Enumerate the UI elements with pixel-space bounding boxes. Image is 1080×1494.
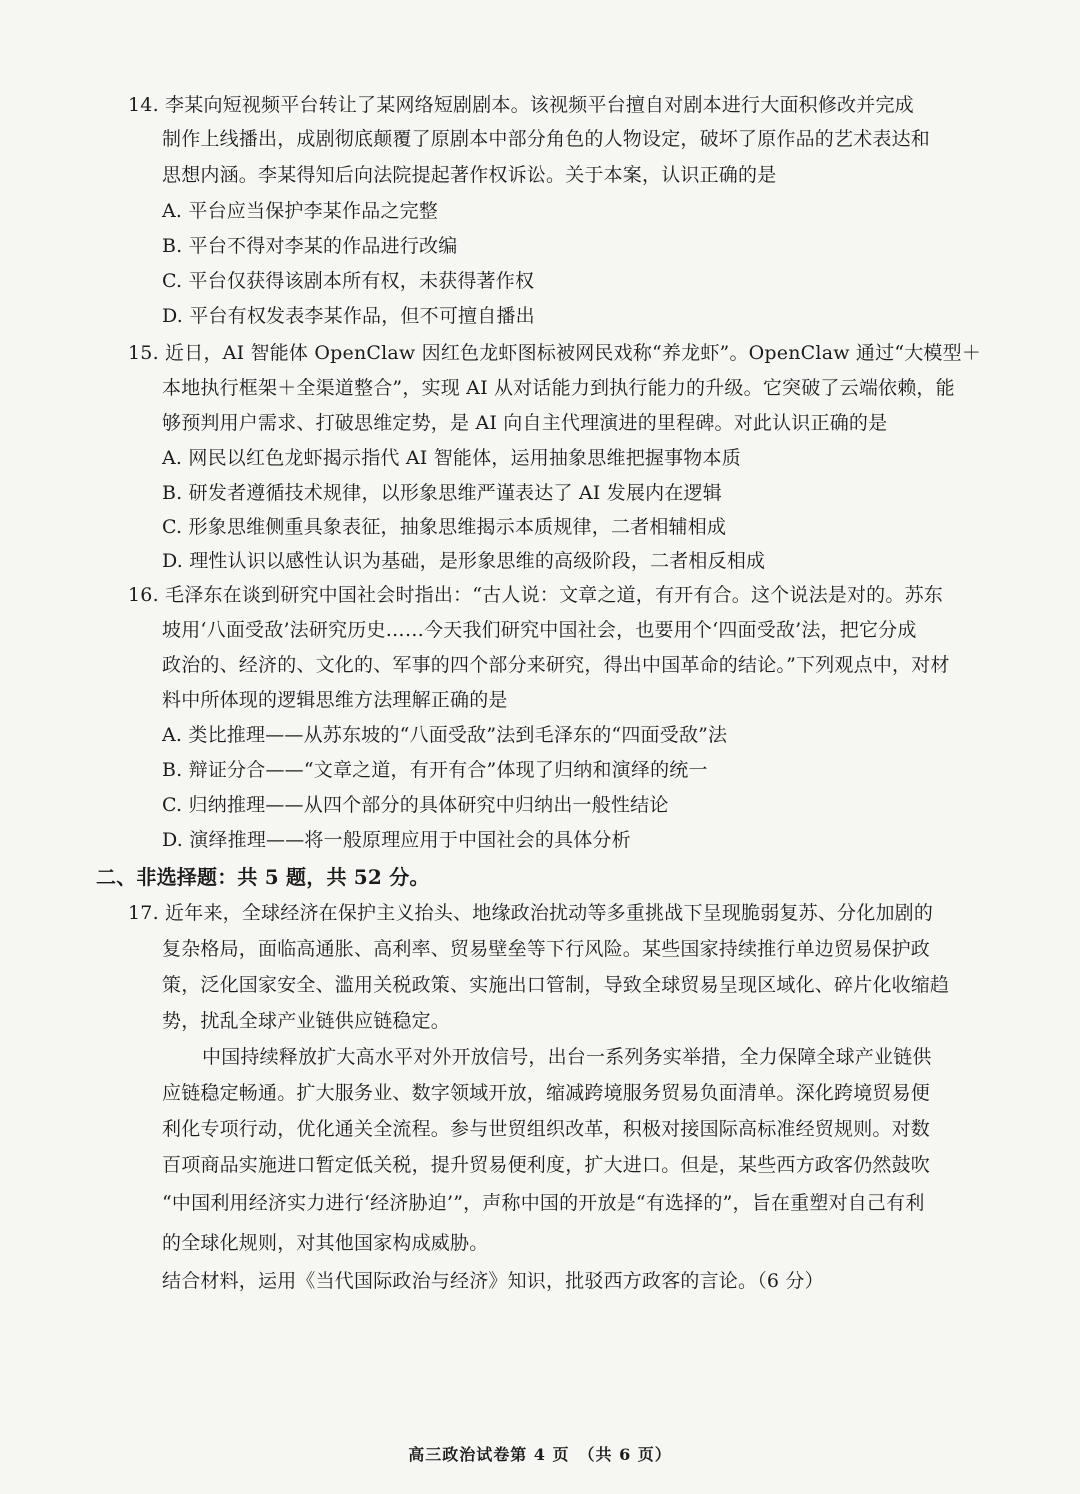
q14-stem-line-2: 制作上线播出，成剧彻底颠覆了原剧本中部分角色的人物设定，破坏了原作品的艺术表达和 xyxy=(162,128,931,150)
q17-para2-line-2: 应链稳定畅通。扩大服务业、数字领域开放，缩减跨境服务贸易负面清单。深化跨境贸易便 xyxy=(162,1082,931,1104)
q16-option-a: A. 类比推理——从苏东坡的“八面受敌”法到毛泽东的“四面受敌”法 xyxy=(162,724,728,746)
q14-option-c: C. 平台仅获得该剧本所有权，未获得著作权 xyxy=(162,270,535,292)
q17-task: 结合材料，运用《当代国际政治与经济》知识，批驳西方政客的言论。（6 分） xyxy=(162,1270,824,1292)
q15-option-c: C. 形象思维侧重具象表征，抽象思维揭示本质规律，二者相辅相成 xyxy=(162,516,727,538)
q17-para2-line-1: 中国持续释放扩大高水平对外开放信号，出台一系列务实举措，全力保障全球产业链供 xyxy=(202,1046,932,1068)
q15-stem-line-1: 15. 近日，AI 智能体 OpenClaw 因红色龙虾图标被网民戏称“养龙虾”。OpenClaw 通过“大模型＋ xyxy=(128,342,982,364)
q17-para2-line-6: 的全球化规则，对其他国家构成威胁。 xyxy=(162,1232,489,1254)
q15-option-a: A. 网民以红色龙虾揭示指代 AI 智能体，运用抽象思维把握事物本质 xyxy=(162,447,741,469)
q15-option-d: D. 理性认识以感性认识为基础，是形象思维的高级阶段，二者相反相成 xyxy=(162,550,766,572)
q15-stem-line-3: 够预判用户需求、打破思维定势，是 AI 向自主代理演进的里程碑。对此认识正确的是 xyxy=(162,412,888,434)
q16-stem-line-2: 坡用‘八面受敌’法研究历史……今天我们研究中国社会，也要用个‘四面受敌’法，把它分成 xyxy=(162,619,917,641)
q17-para2-line-3: 利化专项行动，优化通关全流程。参与世贸组织改革，积极对接国际高标准经贸规则。对数 xyxy=(162,1118,931,1140)
q17-para1-line-2: 复杂格局，面临高通胀、高利率、贸易壁垒等下行风险。某些国家持续推行单边贸易保护政 xyxy=(162,938,931,960)
q14-option-b: B. 平台不得对李某的作品进行改编 xyxy=(162,235,458,257)
q14-option-a: A. 平台应当保护李某作品之完整 xyxy=(162,200,439,222)
q14-option-d: D. 平台有权发表李某作品，但不可擅自播出 xyxy=(162,305,535,327)
q17-para1-line-3: 策，泛化国家安全、滥用关税政策、实施出口管制，导致全球贸易呈现区域化、碎片化收缩趋 xyxy=(162,974,950,996)
q14-stem-line-3: 思想内涵。李某得知后向法院提起著作权诉讼。关于本案，认识正确的是 xyxy=(162,164,777,186)
q17-para2-line-5: “中国利用经济实力进行‘经济胁迫’”，声称中国的开放是“有选择的”，旨在重塑对自己有利 xyxy=(162,1192,925,1214)
q16-option-c: C. 归纳推理——从四个部分的具体研究中归纳出一般性结论 xyxy=(162,794,669,816)
q16-stem-line-1: 16. 毛泽东在谈到研究中国社会时指出：“古人说：文章之道，有开有合。这个说法是对的。苏东 xyxy=(128,584,943,606)
q16-option-b: B. 辩证分合——“文章之道，有开有合”体现了归纳和演绎的统一 xyxy=(162,759,708,781)
q17-para1-line-1: 17. 近年来，全球经济在保护主义抬头、地缘政治扰动等多重挑战下呈现脆弱复苏、分化加剧的 xyxy=(128,902,934,924)
q16-option-d: D. 演绎推理——将一般原理应用于中国社会的具体分析 xyxy=(162,829,631,851)
q15-stem-line-2: 本地执行框架＋全渠道整合”，实现 AI 从对话能力到执行能力的升级。它突破了云端依赖，能 xyxy=(162,377,955,399)
page-footer: 高三政治试卷第 4 页 （共 6 页） xyxy=(408,1445,672,1464)
q15-option-b: B. 研发者遵循技术规律，以形象思维严谨表达了 AI 发展内在逻辑 xyxy=(162,482,722,504)
q16-stem-line-4: 料中所体现的逻辑思维方法理解正确的是 xyxy=(162,689,508,711)
section-heading: 二、非选择题：共 5 题，共 52 分。 xyxy=(96,865,430,889)
q14-stem-line-1: 14. 李某向短视频平台转让了某网络短剧剧本。该视频平台擅自对剧本进行大面积修改并完成 xyxy=(128,94,914,116)
q17-para2-line-4: 百项商品实施进口暂定低关税，提升贸易便利度，扩大进口。但是，某些西方政客仍然鼓吹 xyxy=(162,1154,931,1176)
q17-para1-line-4: 势，扰乱全球产业链供应链稳定。 xyxy=(162,1010,451,1032)
q16-stem-line-3: 政治的、经济的、文化的、军事的四个部分来研究，得出中国革命的结论。”下列观点中，对材 xyxy=(162,654,950,676)
